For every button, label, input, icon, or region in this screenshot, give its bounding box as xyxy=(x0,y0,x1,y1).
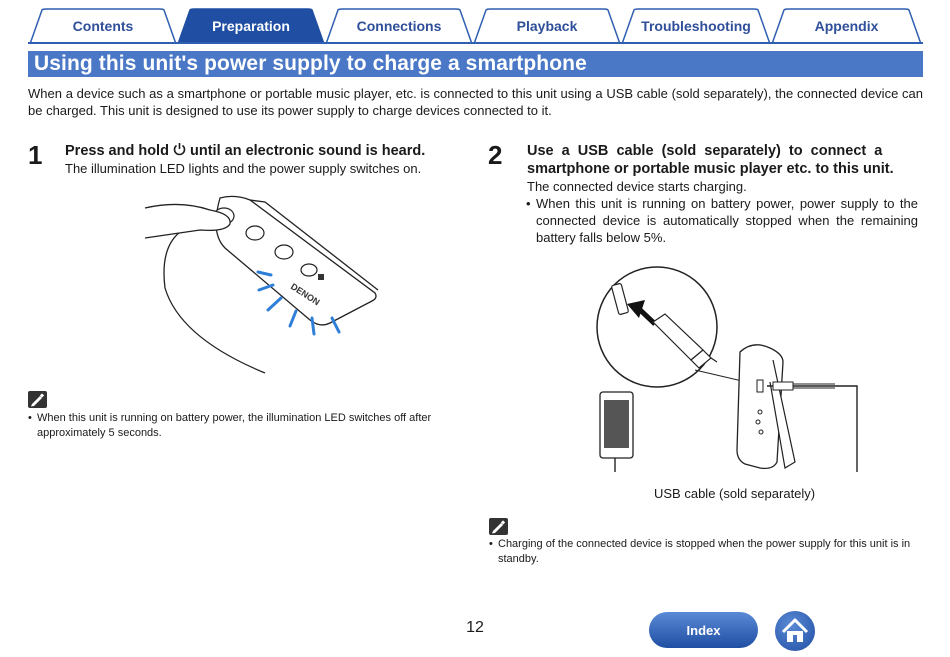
button-2 xyxy=(246,226,264,240)
index-label: Index xyxy=(686,623,721,638)
tab-playback[interactable] xyxy=(472,8,622,44)
nav-tabs xyxy=(28,8,923,44)
usb-cable xyxy=(615,386,857,472)
step-1-text: The illumination LED lights and the power supply switches on. xyxy=(65,161,422,176)
step-2-heading-line1: Use a USB cable (sold separately) to connect a xyxy=(527,143,883,159)
step-2-text: The connected device starts charging. xyxy=(527,179,747,194)
tab-connections[interactable] xyxy=(324,8,474,44)
step-2-heading-line2: smartphone or portable music player etc. to this unit. xyxy=(527,161,894,177)
tab-label: Connections xyxy=(356,18,442,34)
step-1-number: 1 xyxy=(28,140,43,170)
note-icon xyxy=(28,391,47,408)
tab-appendix[interactable] xyxy=(770,8,923,44)
note-icon xyxy=(489,518,508,535)
step-2-number: 2 xyxy=(488,140,503,170)
bullet-dot: • xyxy=(489,538,493,550)
step-1-heading-end: until an electronic sound is heard. xyxy=(185,143,426,159)
tab-troubleshooting[interactable] xyxy=(620,8,772,44)
brand-logo: DENON xyxy=(288,281,322,308)
intro-text: When a device such as a smartphone or portable music player, etc. is connected to this unit using a USB cable (sold separately), the connected device can be charged. This unit is designed to use its power supply to charge devices connected to it. xyxy=(28,86,923,118)
step-1-heading xyxy=(65,142,425,160)
step-2-bullet-text: When this unit is running on battery power, power supply to the connected device is automatically stopped when the remaining battery falls below 5%. xyxy=(536,196,918,245)
home-button[interactable] xyxy=(775,611,815,651)
tab-label: Contents xyxy=(72,18,134,34)
phone-screen xyxy=(604,400,629,448)
page-title: Using this unit's power supply to charge a smartphone xyxy=(34,52,587,75)
step-2-note xyxy=(489,537,923,567)
title-bar xyxy=(28,51,923,77)
power-icon xyxy=(173,142,186,156)
tab-label: Preparation xyxy=(212,18,290,34)
button-4 xyxy=(301,264,317,276)
tab-label: Playback xyxy=(516,18,578,34)
tab-preparation[interactable] xyxy=(176,8,326,44)
tab-underline xyxy=(28,42,923,44)
step-2-heading xyxy=(527,142,919,178)
step-2-note-text: Charging of the connected device is stopped when the power supply for this unit is in standby. xyxy=(498,538,911,565)
power-button-illustration xyxy=(140,188,380,378)
tab-label: Appendix xyxy=(814,18,879,34)
usb-charging-illustration xyxy=(595,262,865,472)
page-number: 12 xyxy=(466,619,484,636)
index-button[interactable] xyxy=(649,612,758,648)
step-1-note xyxy=(28,411,467,441)
step-2-bullet xyxy=(526,195,918,246)
step-1-note-text: When this unit is running on battery power, the illumination LED switches off after approximately 5 seconds. xyxy=(37,412,432,439)
home-icon xyxy=(775,611,815,651)
step-1-heading-start: Press and hold xyxy=(65,143,173,159)
cable-caption: USB cable (sold separately) xyxy=(654,486,816,501)
bullet-dot: • xyxy=(526,196,531,211)
nfc-mark xyxy=(318,274,324,280)
button-3 xyxy=(275,245,293,259)
tab-contents[interactable] xyxy=(28,8,178,44)
bullet-dot: • xyxy=(28,412,32,424)
tab-label: Troubleshooting xyxy=(641,18,751,34)
